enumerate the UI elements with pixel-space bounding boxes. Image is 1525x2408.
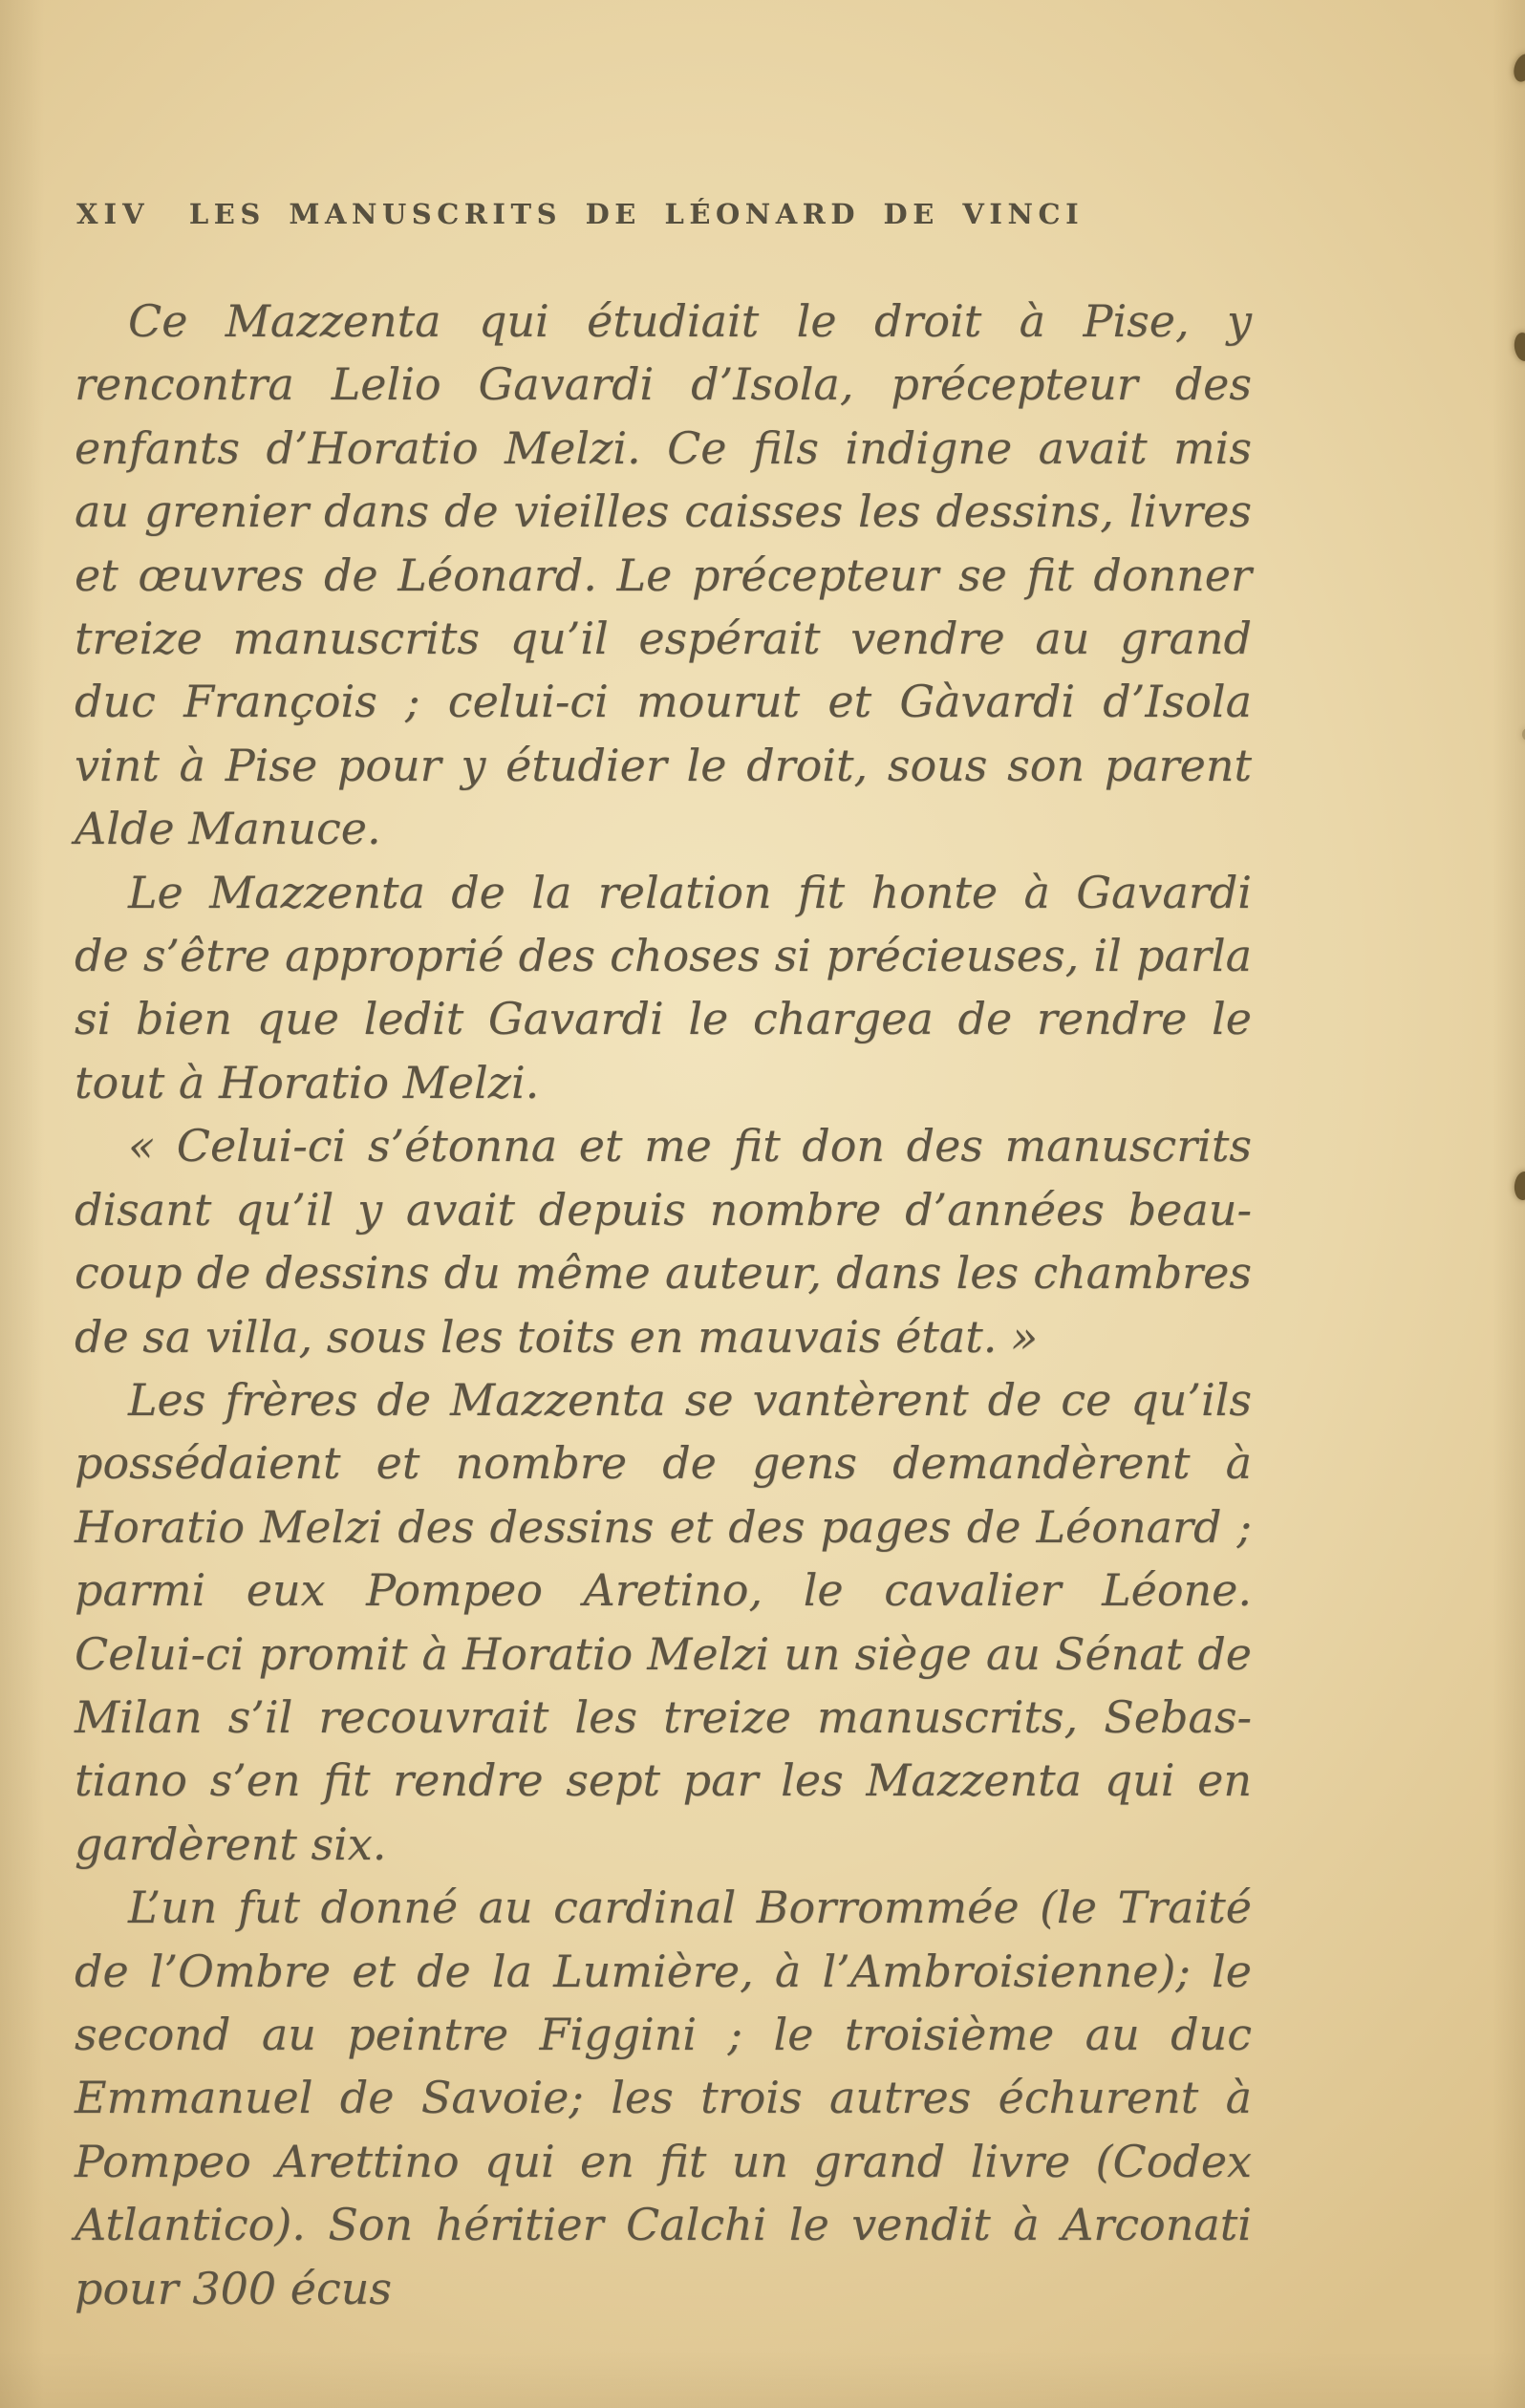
text-line: second au peintre Figgini ; le troisième au duc	[75, 2008, 1252, 2060]
text-line: et œuvres de Léonard. Le précepteur se fit donner	[75, 548, 1252, 601]
text-line: rencontra Lelio Gavardi d’Isola, précepteur des	[75, 358, 1252, 411]
text-line: enfants d’Horatio Melzi. Ce fils indigne avait mis	[75, 421, 1252, 474]
text-line: tout à Horatio Melzi.	[75, 1056, 540, 1108]
text-line: parmi eux Pompeo Aretino, le cavalier Léone.	[75, 1564, 1252, 1617]
text-line: Ce Mazzenta qui étudiait le droit à Pise, y	[128, 295, 1252, 347]
text-line: de l’Ombre et de la Lumière, à l’Ambroisienne); le	[75, 1945, 1252, 1997]
text-line: duc François ; celui-ci mourut et Gàvardi d’Isola	[75, 676, 1252, 728]
text-line: Milan s’il recouvrait les treize manuscrits, Sebas-	[75, 1690, 1252, 1743]
text-line: tiano s’en fit rendre sept par les Mazzenta qui en	[75, 1754, 1252, 1807]
text-line: pour 300 écus	[75, 2262, 393, 2314]
text-line: disant qu’il y avait depuis nombre d’années beau-	[75, 1183, 1252, 1236]
text-line: Les frères de Mazzenta se vantèrent de ce qu’ils	[128, 1373, 1252, 1426]
text-line: Celui-ci promit à Horatio Melzi un siège au Sénat de	[75, 1627, 1252, 1680]
text-line: gardèrent six.	[75, 1817, 387, 1870]
text-line: Horatio Melzi des dessins et des pages de Léonard ;	[75, 1500, 1252, 1553]
text-line: au grenier dans de vieilles caisses les dessins, livres	[75, 485, 1252, 538]
text-line: si bien que ledit Gavardi le chargea de rendre le	[75, 993, 1252, 1045]
page-header	[0, 198, 1525, 238]
text-line: de sa villa, sous les toits en mauvais état. »	[75, 1310, 1039, 1363]
text-line: Alde Manuce.	[75, 803, 381, 855]
binding-mark	[1513, 332, 1525, 362]
text-line: L’un fut donné au cardinal Borrommée (le Traité	[128, 1881, 1252, 1934]
binding-mark	[1513, 1171, 1525, 1201]
running-title: LES MANUSCRITS DE LÉONARD DE VINCI	[188, 198, 1085, 230]
text-line: Atlantico). Son héritier Calchi le vendit à Arconati	[75, 2199, 1252, 2251]
text-line: Emmanuel de Savoie; les trois autres échurent à	[75, 2072, 1252, 2124]
text-line: Le Mazzenta de la relation fit honte à Gavardi	[128, 866, 1252, 918]
text-line: possédaient et nombre de gens demandèrent à	[75, 1437, 1252, 1490]
text-line: de s’être approprié des choses si précieuses, il parla	[75, 930, 1252, 982]
text-line: coup de dessins du même auteur, dans les chambres	[75, 1247, 1252, 1300]
text-line: Pompeo Arettino qui en fit un grand livre (Codex	[75, 2135, 1252, 2187]
page-text	[75, 290, 1252, 2320]
binding-mark	[1511, 52, 1525, 84]
text-line: treize manuscrits qu’il espérait vendre au grand	[75, 613, 1252, 665]
page-number: XIV	[76, 198, 150, 230]
text-line: vint à Pise pour y étudier le droit, sous son parent	[75, 739, 1252, 791]
text-line: « Celui-ci s’étonna et me fit don des manuscrits	[128, 1120, 1252, 1172]
